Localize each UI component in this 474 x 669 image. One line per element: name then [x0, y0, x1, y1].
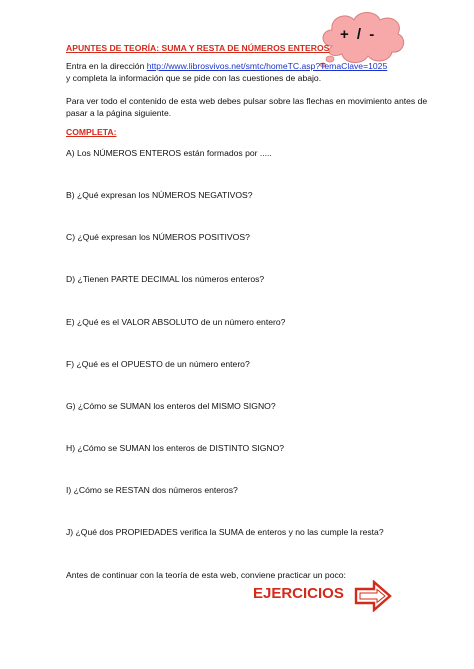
intro-prefix: Entra en la dirección — [66, 61, 147, 71]
question-h: H) ¿Cómo se SUMAN los enteros de DISTINTO SIGNO? — [66, 443, 285, 453]
question-d: D) ¿Tienen PARTE DECIMAL los números enteros? — [66, 274, 265, 284]
right-arrow-icon[interactable] — [354, 580, 392, 612]
question-b: B) ¿Qué expresan los NÚMEROS NEGATIVOS? — [66, 190, 253, 200]
question-c: C) ¿Qué expresan los NÚMEROS POSITIVOS? — [66, 232, 250, 242]
title-part2: : SUMA Y RESTA DE NÚMEROS ENTEROS — [156, 43, 330, 53]
title-part1: APUNTES DE TEORÍA — [66, 43, 157, 53]
intro-line-3: Para ver todo el contenido de esta web debes pulsar sobre las flechas en movimiento antes de — [66, 96, 428, 106]
intro-line-4: pasar a la página siguiente. — [66, 108, 172, 118]
question-i: I) ¿Cómo se RESTAN dos números enteros? — [66, 485, 238, 495]
question-j: J) ¿Qué dos PROPIEDADES verifica la SUMA de enteros y no las cumple la resta? — [66, 527, 384, 537]
page-title — [66, 43, 329, 53]
ejercicios-link[interactable]: EJERCICIOS — [253, 585, 344, 602]
question-f: F) ¿Qué es el OPUESTO de un número entero? — [66, 359, 250, 369]
question-a: A) Los NÚMEROS ENTEROS están formados por ..... — [66, 148, 272, 158]
section-label: COMPLETA: — [66, 127, 117, 137]
practice-text: Antes de continuar con la teoría de esta web, conviene practicar un poco: — [66, 570, 346, 580]
intro-line-2: y completa la información que se pide con las cuestiones de abajo. — [66, 73, 322, 83]
cloud-label: + / - — [340, 26, 377, 43]
question-e: E) ¿Qué es el VALOR ABSOLUTO de un número entero? — [66, 317, 286, 327]
intro-link[interactable]: http://www.librosvivos.net/smtc/homeTC.asp?TemaClave=1025 — [146, 61, 388, 71]
question-g: G) ¿Cómo se SUMAN los enteros del MISMO SIGNO? — [66, 401, 276, 411]
intro-line-1 — [66, 61, 387, 73]
